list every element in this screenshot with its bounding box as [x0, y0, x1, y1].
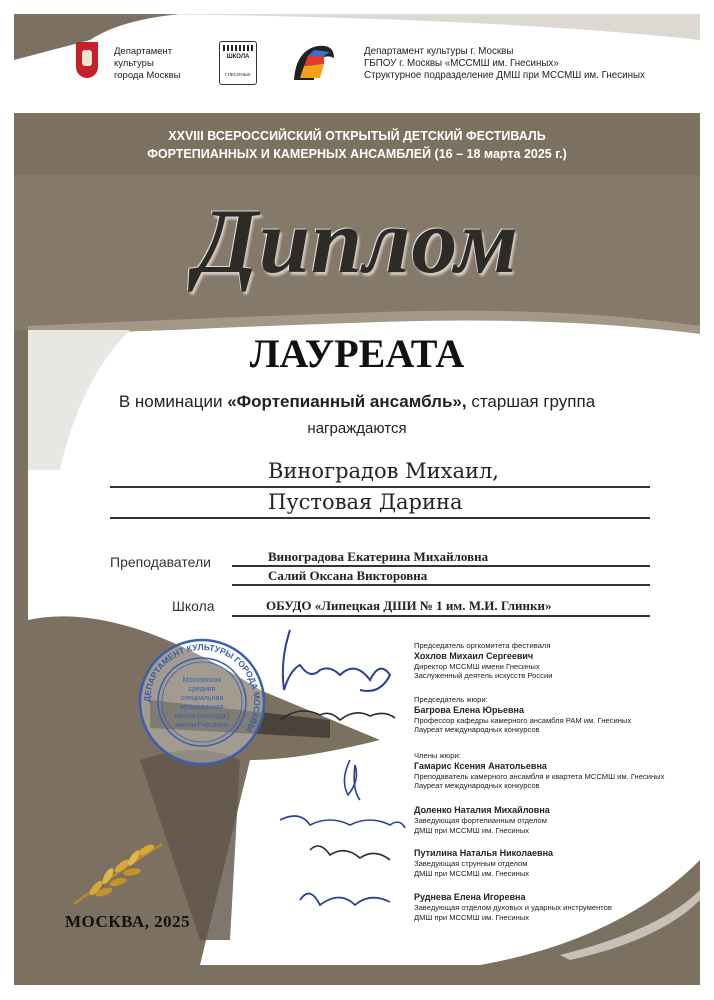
jury-role: Председатель жюри:: [414, 695, 488, 704]
recipient-name: Пустовая Дарина: [268, 490, 463, 514]
jury-member: [414, 805, 550, 835]
school-label: Школа: [172, 598, 215, 614]
signature-gamaris: [344, 760, 360, 800]
laurel-branch-icon: [68, 838, 168, 908]
jury-detail: Заведующая отделом духовых и ударных инструментов: [414, 903, 612, 912]
jury-name: Хохлов Михаил Сергеевич: [414, 650, 534, 661]
jury-name: Багрова Елена Юрьевна: [414, 704, 524, 715]
teacher-underline: [232, 584, 650, 586]
teachers-label: Преподаватели: [110, 554, 211, 570]
jury-detail: Профессор кафедры камерного ансамбля РАМ им. Гнесиных: [414, 715, 632, 725]
school-underline: [232, 615, 650, 617]
jury-member: [414, 695, 631, 735]
jury-detail: Преподаватель камерного ансамбля и квартета МССМШ им. Гнесиных: [414, 771, 665, 781]
nomination-name: «Фортепианный ансамбль»,: [227, 392, 467, 411]
teacher-underline: [232, 565, 650, 567]
jury-detail: ДМШ при МССМШ им. Гнесиных: [414, 825, 530, 835]
left-org-line: культуры: [114, 58, 154, 69]
stamp-center-line: Московская: [182, 677, 222, 684]
recipient-underline: [110, 517, 650, 519]
diploma-title: Диплом: [195, 190, 519, 292]
moscow-coat-of-arms-icon: [76, 42, 98, 78]
jury-detail: Лауреат международных конкурсов: [414, 725, 540, 735]
stamp-center-line: специальная: [180, 695, 224, 702]
nomination-prefix: В номинации: [118, 392, 228, 411]
recipient-name: Виноградов Михаил,: [268, 459, 499, 483]
stamp-ring-text: ДЕПАРТАМЕНТ КУЛЬТУРЫ ГОРОДА МОСКВЫ: [141, 641, 263, 735]
school-logo-text: ШКОЛА: [226, 54, 250, 60]
nomination-group: старшая группа: [466, 392, 596, 411]
left-org-name: [114, 46, 180, 82]
signatures: [260, 620, 410, 930]
jury-detail: Заслуженный деятель искусств России: [414, 671, 553, 681]
festival-title-line: ФОРТЕПИАННЫХ И КАМЕРНЫХ АНСАМБЛЕЙ (16 – 18 марта 2025 г.): [147, 147, 567, 161]
diploma-rank: ЛАУРЕАТА: [249, 331, 465, 376]
jury-detail: Лауреат международных конкурсов: [414, 781, 540, 791]
signature-rudneva: [300, 894, 390, 905]
top-swoosh-light: [150, 14, 700, 40]
festival-banner: [14, 113, 700, 175]
jury-member: [414, 641, 552, 681]
signature-bagrova: [280, 711, 395, 720]
jury-name: Путилина Наталья Николаевна: [414, 848, 554, 858]
jury-member: [414, 848, 553, 878]
festival-title-line: XXVIII ВСЕРОССИЙСКИЙ ОТКРЫТЫЙ ДЕТСКИЙ ФЕСТИВАЛЬ: [168, 129, 546, 143]
awarded-text: награждаются: [307, 420, 407, 437]
stamp-center-line: музыкальная: [180, 704, 224, 711]
jury-member: [414, 892, 612, 922]
recipient-underline: [110, 486, 650, 488]
right-org-line: Структурное подразделение ДМШ при МССМШ им. Гнесиных: [364, 70, 645, 81]
gnesin-school-logo: [219, 41, 257, 85]
jury-name: Руднева Елена Игоревна: [414, 892, 526, 902]
jury-role: Члены жюри:: [414, 751, 461, 760]
jury-detail: Заведующая струнным отделом: [414, 859, 528, 868]
city-year: МОСКВА, 2025: [65, 912, 191, 931]
stamp-center-line: школа (колледж): [174, 713, 230, 720]
jury-detail: Директор МССМШ имени Гнесиных: [414, 661, 540, 671]
official-stamp: [136, 636, 268, 768]
teacher-name: Салий Оксана Викторовна: [268, 568, 428, 583]
teacher-name: Виноградова Екатерина Михайловна: [268, 549, 489, 564]
right-org-line: Департамент культуры г. Москвы: [364, 46, 514, 57]
jury-name: Гамарис Ксения Анатольевна: [414, 760, 547, 771]
jury-role: Председатель оргкомитета фестиваля: [414, 641, 551, 650]
school-name: ОБУДО «Липецкая ДШИ № 1 им. М.И. Глинки»: [266, 598, 552, 613]
jury-detail: ДМШ при МССМШ им. Гнесиных: [414, 868, 530, 878]
signature-dolenko: [280, 816, 405, 828]
nomination-line: [0, 392, 714, 412]
right-org-line: ГБПОУ г. Москвы «МССМШ им. Гнесиных»: [364, 58, 559, 69]
stamp-center-line: имени Гнесиных: [175, 722, 229, 729]
jury-detail: ДМШ при МССМШ им. Гнесиных: [414, 912, 530, 922]
left-org-line: Департамент: [114, 46, 173, 57]
signature-putilina: [310, 846, 390, 860]
school-logo-subtext: ГНЕСИНЫХ: [225, 72, 251, 77]
jury-detail: Заведующая фортепианным отделом: [414, 816, 547, 825]
stamp-center-line: средняя: [188, 686, 216, 693]
jury-member: [414, 751, 664, 791]
music-school-emblem-icon: [290, 42, 338, 84]
left-org-line: города Москвы: [114, 70, 181, 81]
piano-keys-icon: [223, 45, 253, 51]
right-org-name: [364, 46, 645, 82]
jury-name: Доленко Наталия Михайловна: [414, 805, 550, 815]
signature-khokhlov: [283, 630, 390, 691]
